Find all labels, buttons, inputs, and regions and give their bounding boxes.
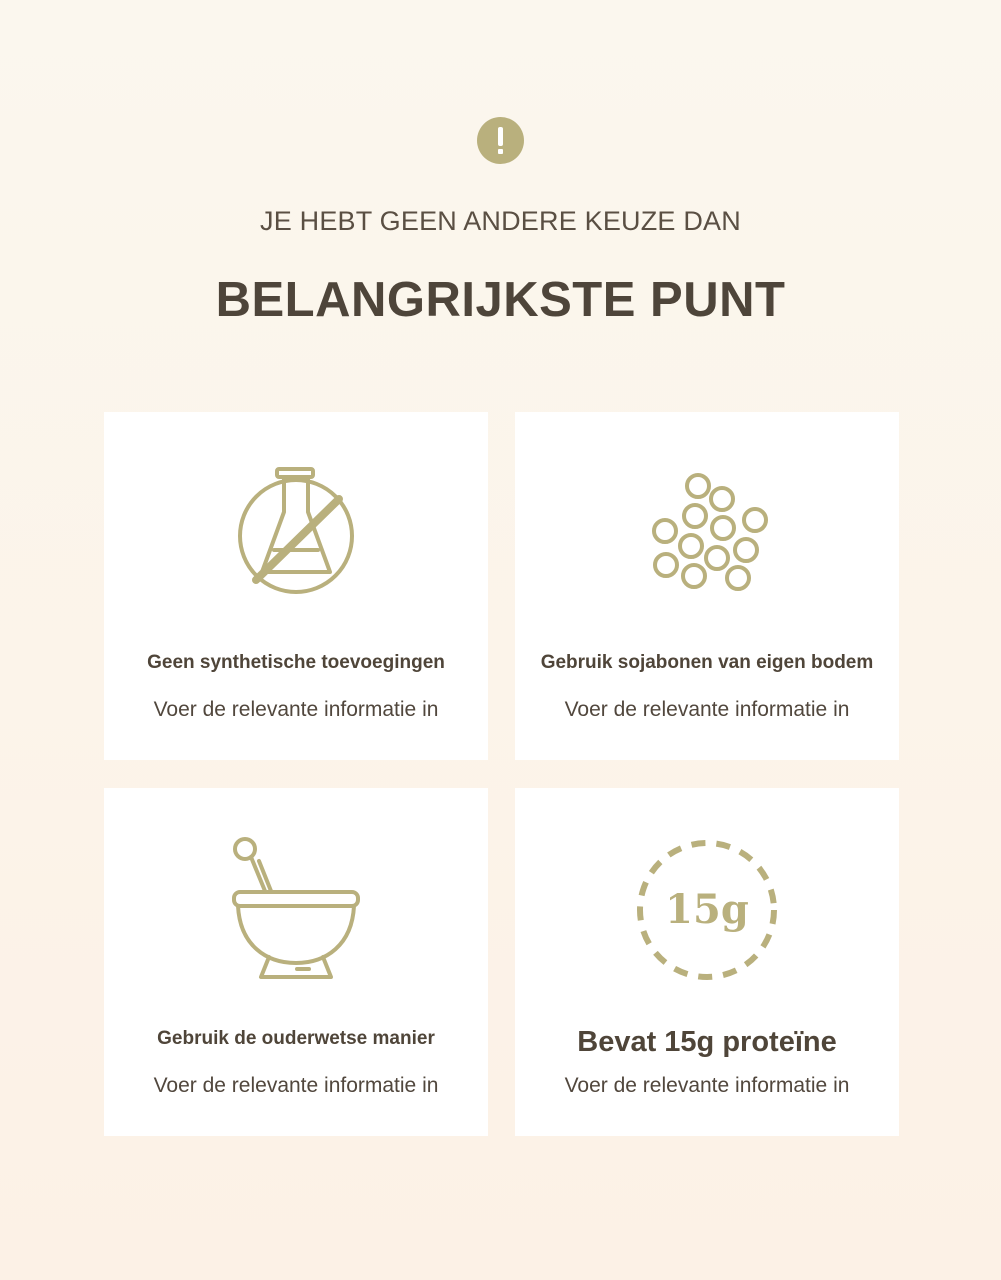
- card-description: Voer de relevante informatie in: [153, 698, 439, 721]
- no-chemicals-flask-icon: [104, 464, 488, 604]
- mortar-pestle-icon: [104, 840, 488, 980]
- feature-card-own-soybeans: [515, 412, 899, 760]
- card-heading: Gebruik sojabonen van eigen bodem: [540, 652, 874, 673]
- feature-card-old-fashioned: [104, 788, 488, 1136]
- exclamation-icon: [477, 117, 524, 164]
- card-heading: Bevat 15g proteïne: [577, 1026, 837, 1058]
- soybeans-icon: [515, 464, 899, 604]
- card-heading: Geen synthetische toevoegingen: [147, 652, 445, 673]
- section-title: BELANGRIJKSTE PUNT: [215, 273, 786, 327]
- feature-card-protein: [515, 788, 899, 1136]
- card-description: Voer de relevante informatie in: [564, 1074, 850, 1097]
- feature-card-no-additives: [104, 412, 488, 760]
- protein-circle-icon: [515, 840, 899, 980]
- card-heading: Gebruik de ouderwetse manier: [157, 1028, 435, 1049]
- section-subtitle: JE HEBT GEEN ANDERE KEUZE DAN: [260, 206, 741, 236]
- card-description: Voer de relevante informatie in: [153, 1074, 439, 1097]
- card-description: Voer de relevante informatie in: [564, 698, 850, 721]
- protein-amount-label: 15g: [665, 886, 749, 933]
